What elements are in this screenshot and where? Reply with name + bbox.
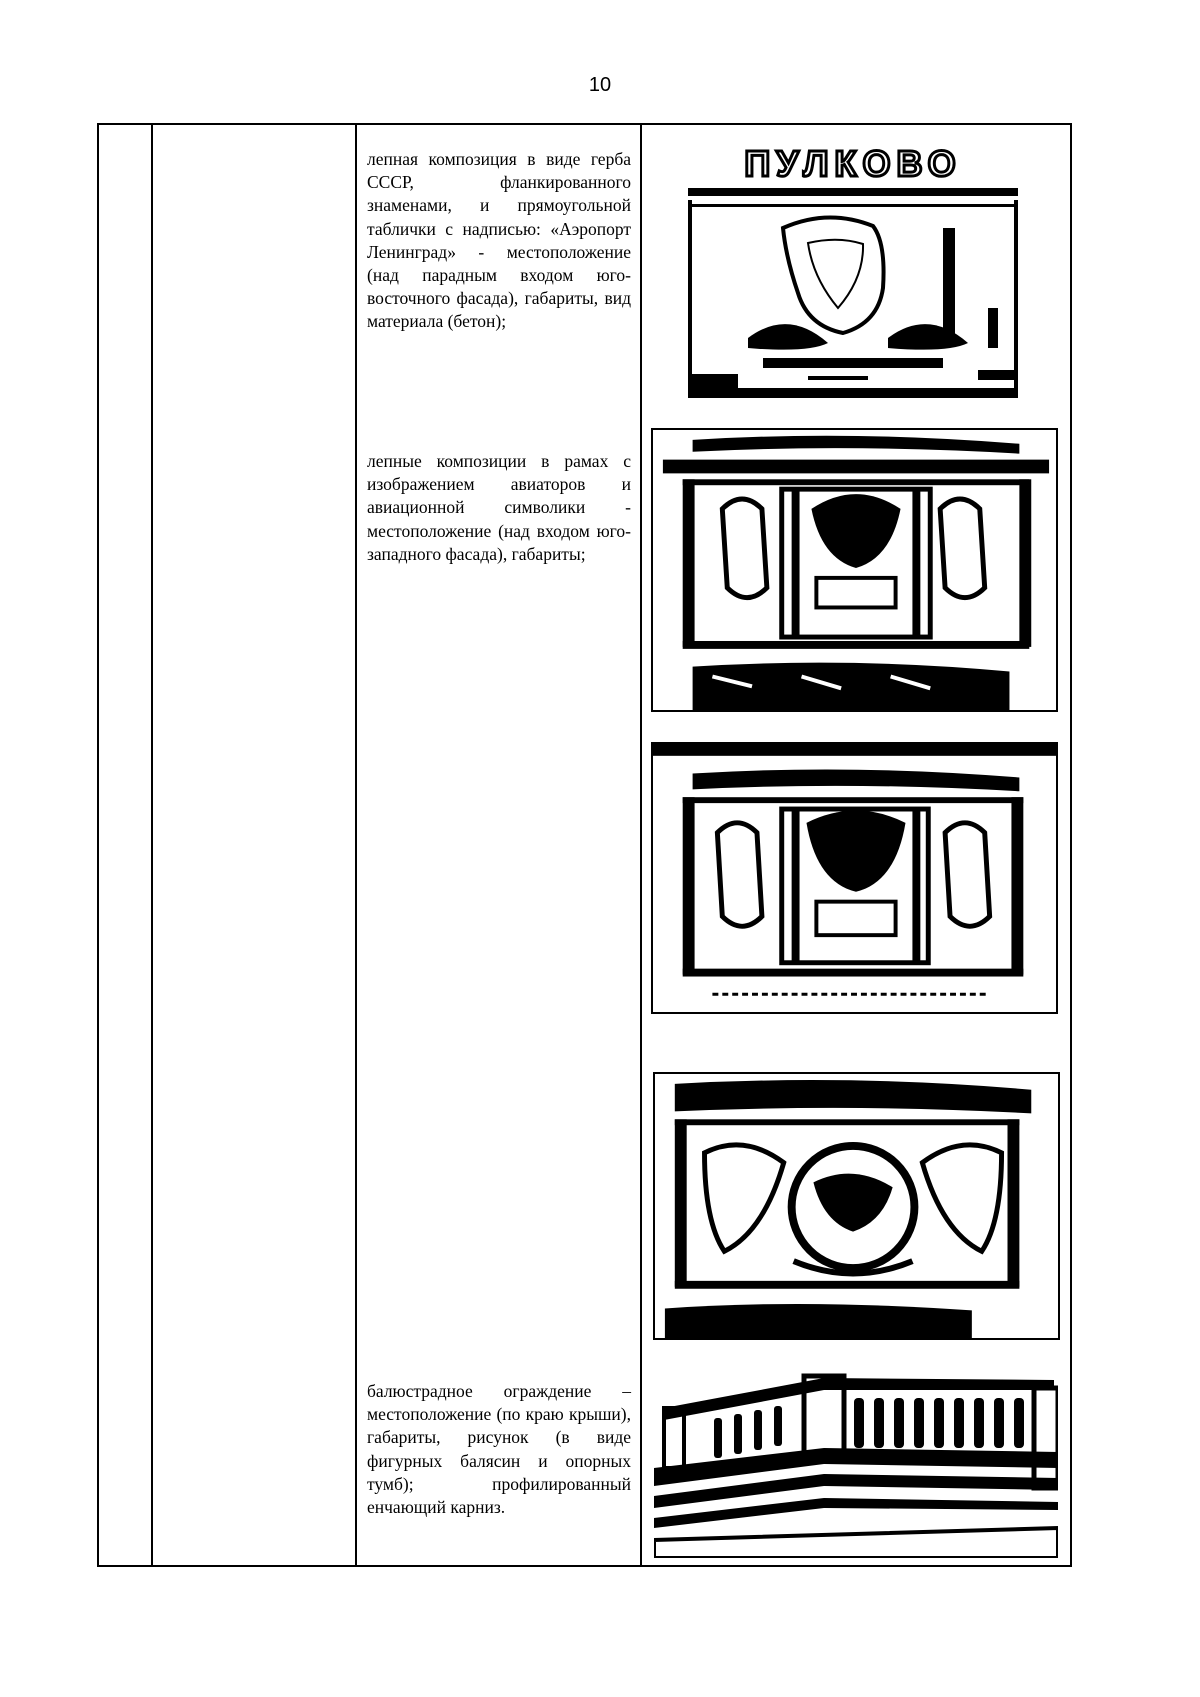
description-aviator-reliefs: лепные композиции в рамах с изображением авиаторов и авиационной символики - местоположение (над входом юго-западного фасада), габариты; — [367, 451, 631, 564]
inscription-text: ПУЛКОВО — [744, 148, 962, 184]
photo-balustrade-cornice — [654, 1368, 1058, 1558]
description-balustrade: балюстрадное ограждение – местоположение (по краю крыши), габариты, рисунок (в виде фигурных балясин и опорных тумб); профилированный енчающий карниз. — [367, 1381, 631, 1518]
photo-relief-aviators — [651, 428, 1058, 712]
description-coat-of-arms: лепная композиция в виде герба СССР, фланкированного знаменами, и прямоугольной таблички с надписью: «Аэропорт Ленинград» - местоположение (над парадным входом юго-восточного фасада), габариты, вид материала (бетон); — [367, 149, 631, 332]
column-divider-3 — [640, 125, 642, 1565]
photo-coat-of-arms-plaque — [688, 148, 1018, 398]
photo-relief-aviators-alt — [651, 742, 1058, 1014]
column-divider-1 — [151, 125, 153, 1565]
column-divider-2 — [355, 125, 357, 1565]
page-number: 10 — [588, 74, 612, 96]
photo-relief-globe — [653, 1072, 1060, 1340]
